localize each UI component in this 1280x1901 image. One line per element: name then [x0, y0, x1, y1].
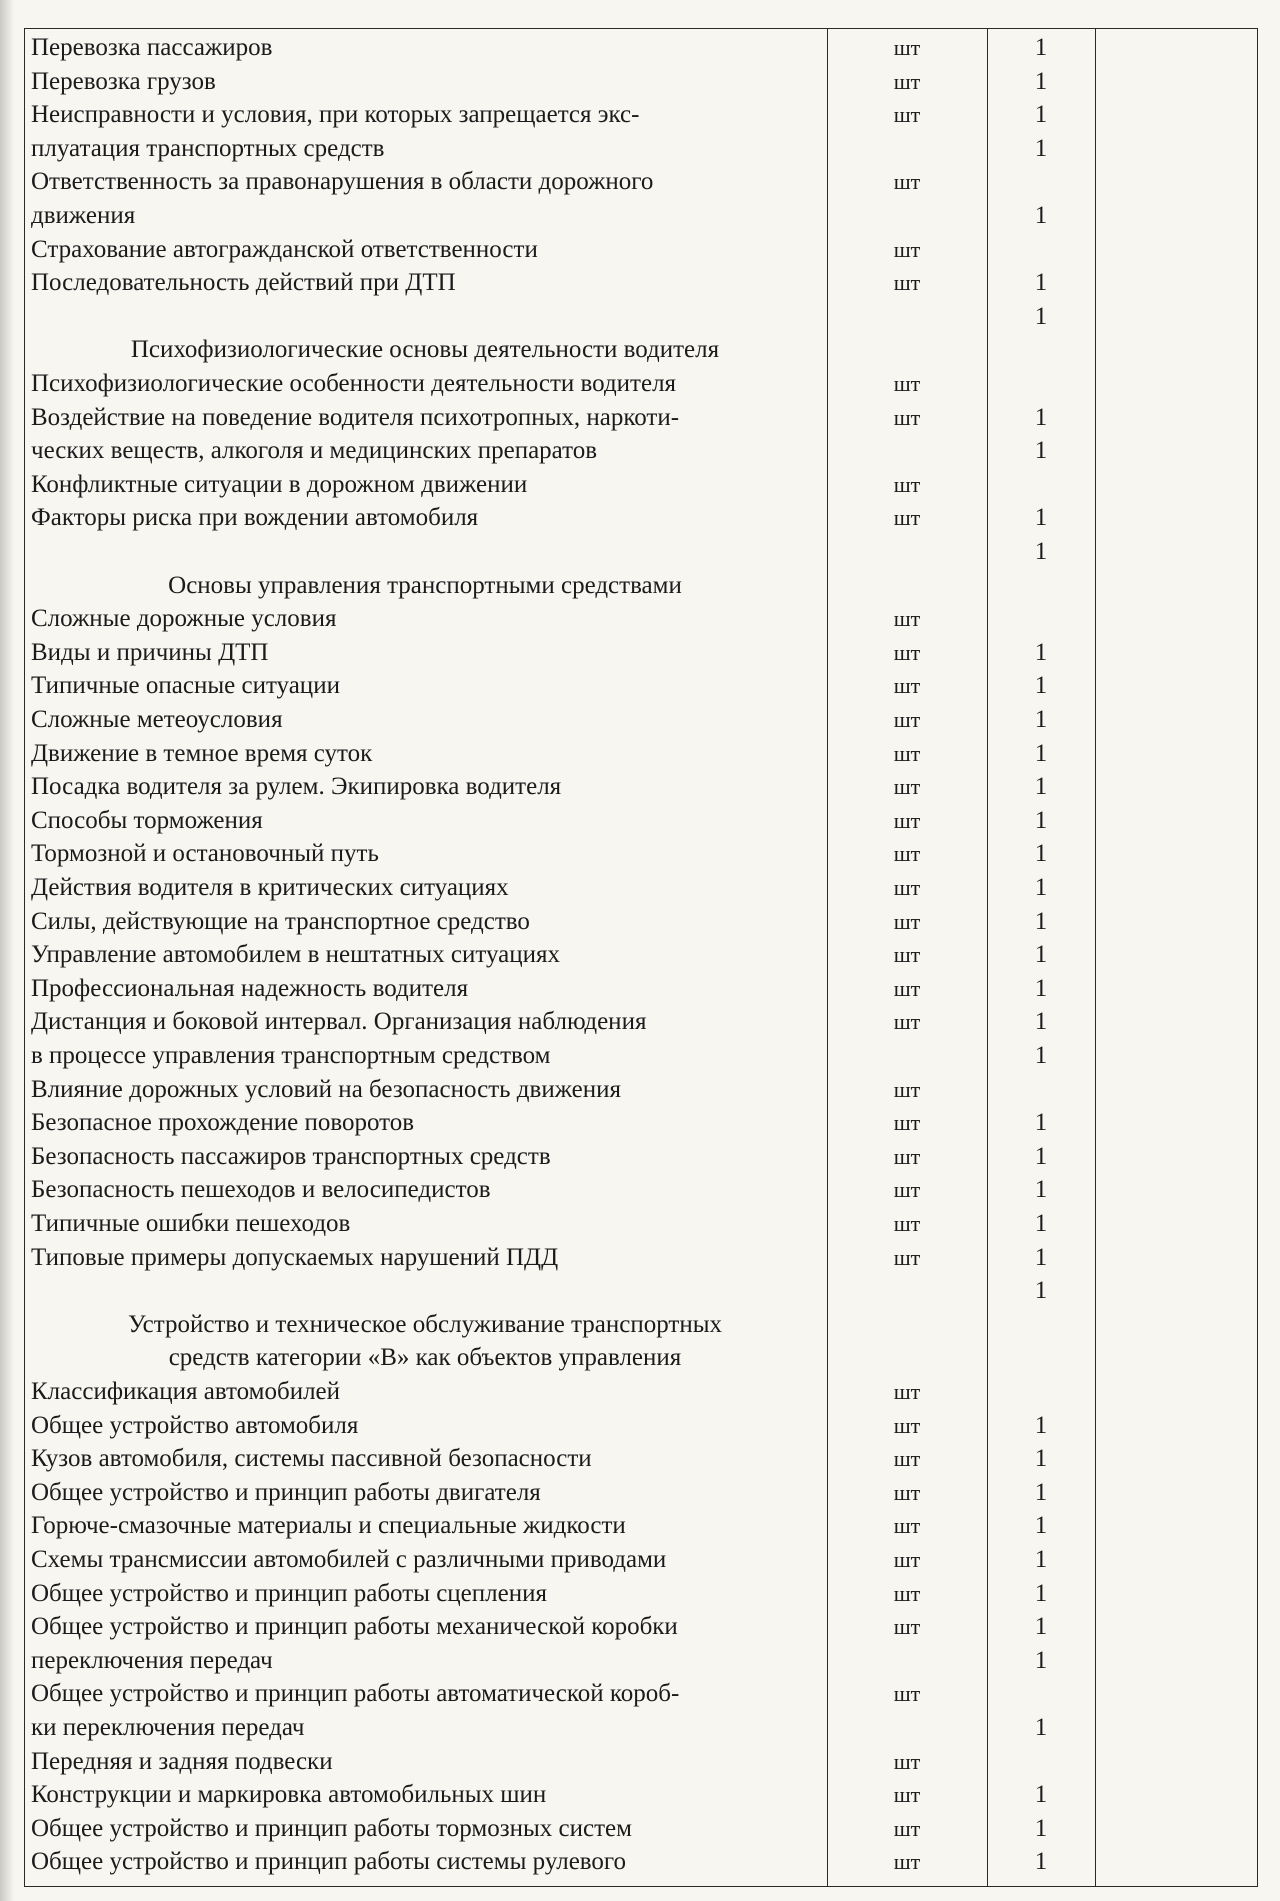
table-row [25, 233, 1257, 266]
table-row [25, 804, 1257, 837]
item-quantity: 1 [1034, 1109, 1048, 1137]
item-quantity [987, 1308, 1095, 1341]
table-row [25, 1442, 1257, 1475]
table-row [25, 501, 1257, 534]
item-name: Общее устройство и принцип работы двигателя [31, 1478, 541, 1506]
item-unit: шт [893, 975, 921, 1001]
table-row [25, 1106, 1257, 1139]
section-heading: Психофизиологические основы деятельности водителя [130, 336, 720, 364]
table-row [25, 132, 1257, 165]
item-unit [827, 569, 987, 602]
item-name: в процессе управления транспортным средством [31, 1042, 551, 1069]
item-name: Факторы риска при вождении автомобиля [31, 504, 479, 532]
item-quantity: 1 [1034, 1546, 1048, 1573]
table-row [25, 1745, 1257, 1778]
table-row [25, 1610, 1257, 1643]
item-quantity: 1 [1034, 739, 1048, 767]
item-quantity [987, 1073, 1095, 1106]
item-unit: шт [893, 1076, 921, 1102]
item-quantity: 1 [1034, 672, 1048, 700]
item-unit: шт [893, 68, 921, 94]
table-row [25, 401, 1257, 434]
item-name [31, 300, 821, 333]
table-row [25, 1543, 1257, 1576]
table-row [25, 1005, 1257, 1038]
item-quantity: 1 [1034, 840, 1048, 868]
item-name: Посадка водителя за рулем. Экипировка водителя [31, 773, 562, 801]
item-unit: шт [893, 841, 921, 867]
item-name: Безопасность пешеходов и велосипедистов [31, 1176, 491, 1204]
item-quantity [987, 468, 1095, 501]
item-quantity: 1 [1034, 302, 1048, 330]
item-quantity: 1 [1034, 773, 1048, 801]
item-unit [827, 199, 987, 232]
item-name: переключения передач [31, 1646, 273, 1674]
table-row [25, 1677, 1257, 1710]
item-quantity: 1 [1034, 1512, 1048, 1540]
table-row [25, 770, 1257, 803]
section-heading-row [25, 1341, 1257, 1374]
table-row [25, 367, 1257, 400]
item-quantity: 1 [1034, 706, 1048, 733]
item-quantity: 1 [1034, 1714, 1048, 1741]
item-unit: шт [893, 875, 921, 900]
table-row [25, 1241, 1257, 1274]
item-name: ческих веществ, алкоголя и медицинских препаратов [31, 437, 598, 465]
item-unit: шт [893, 1244, 921, 1270]
item-name: движения [31, 202, 136, 229]
item-unit: шт [893, 371, 921, 396]
table-row [25, 31, 1257, 64]
item-quantity: 1 [1034, 1445, 1048, 1473]
item-unit [827, 300, 987, 333]
item-quantity: 1 [1034, 941, 1048, 969]
item-quantity: 1 [1034, 1814, 1048, 1842]
item-name: Действия водителя в критических ситуациях [31, 874, 509, 901]
item-unit: шт [893, 807, 921, 833]
item-name: Безопасное прохождение поворотов [31, 1109, 415, 1137]
table-row [25, 837, 1257, 870]
item-quantity [987, 333, 1095, 366]
item-unit: шт [893, 707, 921, 732]
table-row [25, 1509, 1257, 1542]
item-name: Дистанция и боковой интервал. Организация наблюдения [31, 1008, 647, 1036]
table-row [25, 1140, 1257, 1173]
item-unit: шт [893, 1849, 921, 1875]
item-unit: шт [893, 908, 921, 934]
item-quantity [987, 233, 1095, 266]
item-name: Классификация автомобилей [31, 1378, 341, 1405]
item-unit: шт [893, 1143, 921, 1169]
table-row [25, 1207, 1257, 1240]
item-quantity: 1 [1034, 1243, 1048, 1271]
item-unit: шт [893, 1379, 921, 1404]
item-quantity: 1 [1034, 638, 1048, 666]
item-quantity: 1 [1034, 67, 1048, 95]
table-row [25, 602, 1257, 635]
item-unit: шт [893, 1815, 921, 1841]
item-unit: шт [893, 1580, 921, 1606]
item-quantity: 1 [1034, 1478, 1048, 1506]
item-quantity: 1 [1034, 907, 1048, 935]
item-unit: шт [893, 270, 921, 296]
item-name: плуатация транспортных средств [31, 134, 385, 162]
item-quantity: 1 [1034, 437, 1048, 465]
item-name: Тормозной и остановочный путь [31, 840, 379, 868]
table-row [25, 1812, 1257, 1845]
item-quantity: 1 [1034, 1008, 1048, 1036]
section-heading: Основы управления транспортными средствами [168, 571, 682, 599]
item-name: Управление автомобилем в нештатных ситуациях [31, 941, 560, 969]
item-unit: шт [893, 1110, 921, 1136]
item-quantity [987, 1677, 1095, 1710]
item-quantity: 1 [1034, 1781, 1048, 1809]
item-quantity [987, 569, 1095, 602]
table-row [25, 871, 1257, 904]
item-name: Конфликтные ситуации в дорожном движении [31, 470, 528, 498]
table-row [25, 1039, 1257, 1072]
item-unit: шт [893, 169, 921, 195]
table-row [25, 98, 1257, 131]
item-quantity [987, 367, 1095, 400]
table-row [25, 1778, 1257, 1811]
item-name: Общее устройство автомобиля [31, 1411, 359, 1439]
table-row [25, 65, 1257, 98]
item-unit: шт [893, 606, 921, 632]
equipment-table [24, 28, 1258, 1887]
item-name: Безопасность пассажиров транспортных средств [31, 1142, 551, 1170]
item-unit: шт [893, 1412, 921, 1438]
item-quantity: 1 [1034, 101, 1048, 129]
table-row [25, 199, 1257, 232]
item-name: Общее устройство и принцип работы системы рулевого [31, 1848, 627, 1876]
item-unit: шт [893, 236, 921, 262]
item-unit: шт [893, 471, 921, 497]
item-name: Общее устройство и принцип работы автоматической короб- [31, 1680, 680, 1708]
item-unit [827, 1711, 987, 1744]
item-unit: шт [893, 1614, 921, 1640]
item-name: Общее устройство и принцип работы тормозных систем [31, 1814, 632, 1842]
item-quantity: 1 [1034, 1277, 1048, 1305]
section-heading-row [25, 333, 1257, 366]
table-row [25, 165, 1257, 198]
scan-edge-shadow [0, 0, 14, 1901]
item-unit: шт [893, 1177, 921, 1203]
item-quantity [987, 1341, 1095, 1374]
table-row [25, 1409, 1257, 1442]
item-unit: шт [893, 1513, 921, 1539]
item-name: Типовые примеры допускаемых нарушений ПДД [31, 1243, 559, 1271]
table-row [25, 1173, 1257, 1206]
item-name: Горюче-смазочные материалы и специальные жидкости [31, 1512, 626, 1540]
table-row [25, 1845, 1257, 1878]
table-row [25, 669, 1257, 702]
item-name: Психофизиологические особенности деятельности водителя [31, 370, 677, 397]
item-name: Движение в темное время суток [31, 739, 373, 767]
item-unit: шт [893, 639, 921, 665]
item-name: Кузов автомобиля, системы пассивной безопасности [31, 1445, 592, 1473]
table-row [25, 300, 1257, 333]
table-row [25, 972, 1257, 1005]
item-unit: шт [893, 1748, 921, 1774]
item-name: Силы, действующие на транспортное средство [31, 907, 530, 935]
item-unit: шт [893, 1009, 921, 1035]
item-name: Ответственность за правонарушения в области дорожного [31, 168, 654, 196]
table-row [25, 468, 1257, 501]
table-row [25, 1476, 1257, 1509]
item-name: Сложные метеоусловия [31, 706, 283, 733]
item-quantity: 1 [1034, 1613, 1048, 1641]
item-quantity: 1 [1034, 874, 1048, 901]
item-unit [827, 1644, 987, 1677]
item-unit: шт [893, 1547, 921, 1572]
item-quantity: 1 [1034, 1646, 1048, 1674]
item-unit: шт [893, 673, 921, 699]
item-unit: шт [893, 404, 921, 430]
item-quantity [987, 602, 1095, 635]
item-name: Способы торможения [31, 806, 263, 834]
item-quantity: 1 [1034, 134, 1048, 162]
item-quantity: 1 [1034, 1848, 1048, 1876]
item-quantity: 1 [1034, 1142, 1048, 1170]
item-unit: шт [893, 942, 921, 968]
table-row [25, 636, 1257, 669]
item-unit: шт [893, 35, 921, 60]
item-name: Схемы трансмиссии автомобилей с различными приводами [31, 1546, 667, 1573]
item-name: Влияние дорожных условий на безопасность движения [31, 1075, 622, 1103]
item-quantity: 1 [1034, 269, 1048, 297]
table-row [25, 1274, 1257, 1307]
section-heading-row [25, 1308, 1257, 1341]
item-name: Типичные ошибки пешеходов [31, 1210, 351, 1237]
item-unit: шт [893, 1782, 921, 1808]
section-heading: Устройство и техническое обслуживание транспортных [127, 1310, 723, 1338]
table-row [25, 535, 1257, 568]
item-unit: шт [893, 1211, 921, 1236]
item-quantity: 1 [1034, 1411, 1048, 1439]
section-heading: средств категории «В» как объектов управления [168, 1344, 682, 1372]
item-unit: шт [893, 740, 921, 766]
item-unit [827, 333, 987, 366]
item-unit [827, 535, 987, 568]
item-quantity: 1 [1034, 403, 1048, 431]
table-row [25, 1073, 1257, 1106]
item-quantity: 1 [1034, 1042, 1048, 1069]
item-quantity [987, 1745, 1095, 1778]
item-unit [827, 132, 987, 165]
item-name: Страхование автогражданской ответственности [31, 235, 538, 263]
item-name: Последовательность действий при ДТП [31, 269, 456, 297]
item-name: Конструкции и маркировка автомобильных шин [31, 1781, 547, 1809]
item-name: Общее устройство и принцип работы сцепления [31, 1579, 547, 1607]
item-name: Виды и причины ДТП [31, 638, 269, 666]
table-row [25, 266, 1257, 299]
item-name: Профессиональная надежность водителя [31, 974, 469, 1002]
item-unit: шт [893, 1681, 921, 1707]
table-row [25, 938, 1257, 971]
item-name: Воздействие на поведение водителя психотропных, наркоти- [31, 403, 680, 431]
item-name: ки переключения передач [31, 1714, 305, 1741]
item-unit: шт [893, 774, 921, 800]
item-quantity: 1 [1034, 538, 1048, 565]
item-unit: шт [893, 1446, 921, 1472]
table-row [25, 905, 1257, 938]
item-quantity: 1 [1034, 1176, 1048, 1204]
item-unit [827, 1341, 987, 1374]
item-unit: шт [893, 1479, 921, 1505]
item-unit [827, 1308, 987, 1341]
table-row [25, 434, 1257, 467]
table-row [25, 1577, 1257, 1610]
item-quantity [987, 165, 1095, 198]
table-row [25, 1375, 1257, 1408]
item-name: Сложные дорожные условия [31, 605, 337, 633]
section-heading-row [25, 569, 1257, 602]
item-quantity [987, 1375, 1095, 1408]
item-name: Перевозка пассажиров [31, 34, 273, 61]
table-row [25, 1711, 1257, 1744]
table-row [25, 703, 1257, 736]
item-quantity: 1 [1034, 806, 1048, 834]
item-quantity: 1 [1034, 504, 1048, 532]
item-quantity: 1 [1034, 202, 1048, 229]
item-name: Передняя и задняя подвески [31, 1747, 333, 1775]
item-unit [827, 434, 987, 467]
item-name: Перевозка грузов [31, 67, 216, 95]
item-quantity: 1 [1034, 974, 1048, 1002]
item-unit: шт [893, 505, 921, 531]
item-name: Общее устройство и принцип работы механической коробки [31, 1613, 678, 1641]
item-unit: шт [893, 102, 921, 128]
item-name: Неисправности и условия, при которых запрещается экс- [31, 101, 640, 129]
item-quantity: 1 [1034, 34, 1048, 61]
item-quantity: 1 [1034, 1579, 1048, 1607]
item-quantity: 1 [1034, 1210, 1048, 1237]
item-name [31, 1274, 821, 1307]
item-name [31, 535, 821, 568]
table-row [25, 1644, 1257, 1677]
item-unit [827, 1039, 987, 1072]
item-name: Типичные опасные ситуации [31, 672, 340, 700]
table-row [25, 737, 1257, 770]
item-unit [827, 1274, 987, 1307]
